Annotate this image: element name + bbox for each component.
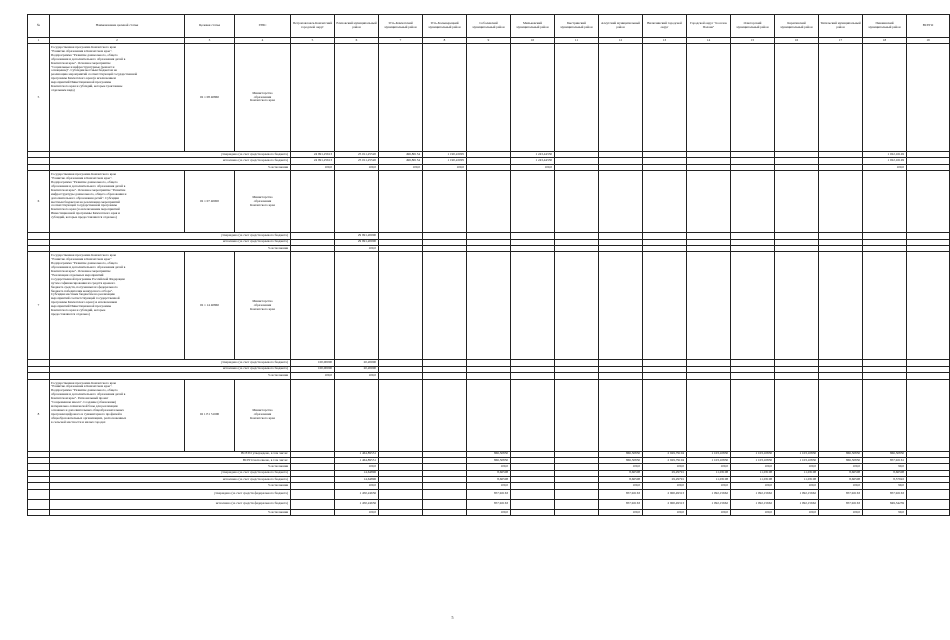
value-cell: 100,0: [335, 164, 379, 170]
value-cell: 1 022,16149: [863, 158, 907, 164]
value-cell: 1 092,15662: [687, 489, 731, 499]
value-cell: 100,0: [511, 164, 555, 170]
value-cell: 1 190,22095: [423, 158, 467, 164]
empty-cell: [599, 379, 643, 451]
column-header: Пенжинский муниципальный район: [863, 15, 907, 38]
grbs-name: Министерство образования Камчатского края: [235, 379, 291, 451]
value-cell: 1 103,10830: [731, 457, 775, 463]
empty-cell: [775, 171, 819, 233]
program-name: Государственная программа Камчатского края "Развитие образования в Камчатском крае". Подпрограмма "Развитие дошкольного, общего образования и дополнительного образования детей в Камчатском крае". Основное мероприятие "Социальные и инфраструктурные (ремонт и оснащение)". Субсидии местным бюджетам на реализацию мероприятий соответствующей государственной программы Камчатского края (в исключением мероприятий Инвестиционной программы Камчатского края и субсидий, которые трактованы отдельным вида): [50, 44, 185, 152]
value-cell: 100,0: [643, 509, 687, 515]
value-cell: 100,0: [863, 164, 907, 170]
value-cell: [511, 509, 555, 515]
empty-cell: [423, 44, 467, 152]
value-cell: [511, 489, 555, 499]
value-row: [28, 489, 950, 499]
empty-cell: [423, 171, 467, 233]
value-cell: 29,29791: [643, 470, 687, 476]
value-cell: 25 011,25520: [335, 158, 379, 164]
value-cell: 2 900,49313: [643, 489, 687, 499]
value-cell: 100,0: [775, 509, 819, 515]
table-header-row: [28, 15, 950, 38]
indicator-label: утверждено (за счет средств краевого бюджета): [50, 470, 291, 476]
empty-cell: [907, 171, 950, 233]
value-cell: 100,0: [335, 483, 379, 489]
empty-cell: [731, 44, 775, 152]
row-number: 6: [28, 171, 50, 233]
value-cell: 1 092,15662: [687, 499, 731, 509]
value-cell: 100,0: [423, 164, 467, 170]
value-row: [28, 509, 950, 515]
column-header: Петропавловск-Камчатский городской округ: [291, 15, 335, 38]
value-cell: [291, 509, 335, 515]
column-header: Усть-Камчатский муниципальный район: [379, 15, 423, 38]
value-cell: 100,0: [467, 509, 511, 515]
column-number: 11: [555, 38, 599, 44]
value-cell: 100,0: [335, 509, 379, 515]
value-cell: 100,0: [291, 373, 335, 379]
empty-cell: [819, 44, 863, 152]
empty-cell: [863, 379, 907, 451]
value-cell: 866,50850: [467, 451, 511, 457]
empty-cell: [643, 379, 687, 451]
value-cell: 100,00000: [291, 366, 335, 372]
value-cell: [379, 499, 423, 509]
empty-cell: [687, 379, 731, 451]
empty-cell: [643, 171, 687, 233]
column-header: Вилючинский городской округ: [643, 15, 687, 38]
value-cell: 100,0: [335, 464, 379, 470]
value-cell: 29,29791: [643, 477, 687, 483]
value-cell: 1 022,16149: [863, 152, 907, 158]
value-cell: 8,57922: [863, 477, 907, 483]
empty-cell: [599, 252, 643, 360]
value-cell: 99,0: [863, 464, 907, 470]
value-cell: 1 092,15662: [775, 489, 819, 499]
column-number: 1: [28, 38, 50, 44]
indicator-label: утверждено (за счет средств краевого бюджета): [50, 360, 291, 366]
value-cell: 2 900,49313: [643, 499, 687, 509]
value-cell: [555, 489, 599, 499]
value-cell: 100,0: [599, 464, 643, 470]
column-number: 19: [907, 38, 950, 44]
empty-cell: [379, 44, 423, 152]
value-cell: 100,0: [731, 509, 775, 515]
value-cell: 1 103,10830: [731, 451, 775, 457]
column-header: Мильковский муниципальный район: [511, 15, 555, 38]
column-header: Быстринский муниципальный район: [555, 15, 599, 38]
value-cell: 100,0: [643, 483, 687, 489]
empty-cell: [28, 489, 50, 499]
value-cell: 100,0: [731, 483, 775, 489]
indicator-label: утверждено (за счет средств краевого бюджета): [50, 233, 291, 239]
column-header: Олюторский муниципальный район: [731, 15, 775, 38]
empty-cell: [731, 171, 775, 233]
value-cell: 496,80154: [379, 152, 423, 158]
empty-cell: [291, 379, 335, 451]
report-sheet: [27, 14, 934, 516]
program-row: [28, 252, 950, 360]
indicator-label: % исполнения: [50, 483, 291, 489]
indicator-label: исполнено (за счет средств федерального бюджета): [50, 499, 291, 509]
value-cell: 99,0: [863, 509, 907, 515]
grbs-name: Министерство образования Камчатского края: [235, 44, 291, 152]
column-header: Целевая статья: [185, 15, 235, 38]
empty-cell: [863, 252, 907, 360]
value-cell: 1 243,44330: [511, 152, 555, 158]
value-cell: 866,50850: [599, 451, 643, 457]
empty-cell: [643, 252, 687, 360]
value-cell: [907, 509, 950, 515]
value-cell: 25 011,25520: [335, 152, 379, 158]
value-cell: 1 450,24656: [335, 489, 379, 499]
value-cell: 1 103,10830: [687, 451, 731, 457]
value-cell: [423, 489, 467, 499]
empty-cell: [467, 44, 511, 152]
empty-cell: [335, 171, 379, 233]
empty-cell: [467, 252, 511, 360]
value-cell: 100,0: [379, 164, 423, 170]
column-number: 6: [335, 38, 379, 44]
value-cell: 857,92163: [599, 499, 643, 509]
value-cell: 11,03108: [687, 470, 731, 476]
value-cell: 11,03108: [775, 470, 819, 476]
empty-cell: [775, 44, 819, 152]
value-cell: 496,80154: [379, 158, 423, 164]
column-header: Алеутский муниципальный район: [599, 15, 643, 38]
value-cell: 11,03108: [775, 477, 819, 483]
empty-cell: [511, 252, 555, 360]
column-number: 3: [185, 38, 235, 44]
value-cell: 1 464,89551: [335, 457, 379, 463]
value-cell: 857,92163: [467, 499, 511, 509]
indicator-label: утверждено (за счет средств краевого бюджета): [50, 152, 291, 158]
value-cell: 1 450,24656: [335, 499, 379, 509]
value-cell: 100,00000: [291, 360, 335, 366]
value-cell: 866,50850: [819, 457, 863, 463]
row-number: 5: [28, 44, 50, 152]
value-cell: 8,66508: [863, 470, 907, 476]
value-cell: 100,0: [335, 245, 379, 251]
empty-cell: [599, 171, 643, 233]
empty-cell: [643, 44, 687, 152]
empty-cell: [687, 171, 731, 233]
value-cell: 100,0: [687, 509, 731, 515]
value-cell: 857,92163: [863, 489, 907, 499]
indicator-label: ВСЕГО утверждено, в том числе:: [50, 451, 291, 457]
value-cell: 100,0: [819, 464, 863, 470]
target-code: 02 1 Е1 51690: [185, 379, 235, 451]
value-cell: 849,34239: [863, 499, 907, 509]
value-cell: 1 464,89551: [335, 451, 379, 457]
value-cell: 8,66508: [819, 477, 863, 483]
indicator-label: % исполнения: [50, 373, 291, 379]
value-cell: 100,0: [687, 464, 731, 470]
empty-cell: [775, 252, 819, 360]
empty-cell: [555, 44, 599, 152]
empty-cell: [511, 171, 555, 233]
program-row: [28, 379, 950, 451]
value-cell: 1 092,15662: [775, 499, 819, 509]
value-cell: 1 190,22095: [423, 152, 467, 158]
value-cell: 100,0: [335, 373, 379, 379]
value-cell: 100,0: [643, 464, 687, 470]
table-body: [28, 44, 950, 516]
column-header: Соболевский муниципальный район: [467, 15, 511, 38]
value-cell: 99,0: [863, 483, 907, 489]
program-row: [28, 171, 950, 233]
value-cell: 100,0: [467, 483, 511, 489]
value-cell: 857,92163: [819, 499, 863, 509]
value-cell: [907, 489, 950, 499]
value-cell: 8,66508: [599, 470, 643, 476]
empty-cell: [335, 252, 379, 360]
value-cell: 29 991,20000: [335, 239, 379, 245]
column-number: 18: [863, 38, 907, 44]
value-cell: 100,0: [599, 509, 643, 515]
value-cell: [291, 499, 335, 509]
indicator-label: исполнено (за счет средств краевого бюджета): [50, 158, 291, 164]
column-number: 16: [775, 38, 819, 44]
value-cell: 857,92163: [819, 489, 863, 499]
empty-cell: [731, 379, 775, 451]
empty-cell: [291, 252, 335, 360]
column-number: 15: [731, 38, 775, 44]
empty-cell: [863, 171, 907, 233]
empty-cell: [379, 171, 423, 233]
value-cell: 866,50850: [467, 457, 511, 463]
indicator-label: исполнено (за счет средств краевого бюджета): [50, 477, 291, 483]
value-cell: 866,50850: [819, 451, 863, 457]
empty-cell: [819, 379, 863, 451]
empty-cell: [863, 44, 907, 152]
program-name: Государственная программа Камчатского края "Развитие образования в Камчатском крае". Подпрограмма "Развитие дошкольного, общего образования и дополнительного образования детей в Камчатском крае". Региональный проект "Современная школа". Создание (обновление) материально-технической базы для реализации основных и дополнительных общеобразовательных программ цифрового и гуманитарного профилей в общеобразовательных организациях, расположенных в сельской местности и малых городах: [50, 379, 185, 451]
column-number: 7: [379, 38, 423, 44]
empty-cell: [555, 379, 599, 451]
empty-cell: [555, 252, 599, 360]
value-row: [28, 499, 950, 509]
column-number: 13: [643, 38, 687, 44]
target-code: 02 1 07 40000: [185, 171, 235, 233]
value-cell: 24 991,25613: [291, 158, 335, 164]
column-header: Карагинский муниципальный район: [775, 15, 819, 38]
empty-cell: [819, 252, 863, 360]
column-number: 2: [50, 38, 185, 44]
value-cell: 2 929,79104: [643, 451, 687, 457]
value-cell: 8,66508: [819, 470, 863, 476]
indicator-label: утверждено (за счет средств федерального бюджета): [50, 489, 291, 499]
empty-cell: [291, 44, 335, 152]
row-number: 8: [28, 379, 50, 451]
program-row: [28, 44, 950, 152]
value-cell: 1 103,10830: [775, 457, 819, 463]
empty-cell: [687, 252, 731, 360]
value-cell: 100,0: [819, 509, 863, 515]
indicator-label: исполнено (за счет средств краевого бюджета): [50, 239, 291, 245]
value-cell: 857,92163: [599, 489, 643, 499]
value-cell: 8,66508: [599, 477, 643, 483]
column-header: ВСЕГО: [907, 15, 950, 38]
empty-cell: [731, 252, 775, 360]
column-header: Тигильский муниципальный район: [819, 15, 863, 38]
value-cell: 14,64896: [335, 477, 379, 483]
column-header: Усть-Большерецкий муниципальный район: [423, 15, 467, 38]
empty-cell: [907, 44, 950, 152]
empty-cell: [467, 379, 511, 451]
value-cell: 1 103,10830: [775, 451, 819, 457]
value-cell: 1 243,44330: [511, 158, 555, 164]
value-cell: 20,20000: [335, 360, 379, 366]
value-cell: [291, 489, 335, 499]
program-name: Государственная программа Камчатского края "Развитие образования в Камчатском крае" Подпрограмма "Развитие дошкольного, общего образования и дополнительного образования детей в Камчатском крае". Основное мероприятие "Реализация отдельных мероприятий государственной программы Российской Федерации путем софинансирования из средств краевого бюджета средств, полученных из федерального бюджета победителям конкурсного отбора". Субсидии местным бюджетам на реализацию мероприятий соответствующей государственной программы Камчатского края (за исключением мероприятий Инвестиционной программы Камчатского края и субсидий, которые предоставляются отдельно): [50, 252, 185, 360]
value-cell: 1 103,10830: [687, 457, 731, 463]
column-header: №: [28, 15, 50, 38]
value-cell: 1 092,15662: [731, 499, 775, 509]
value-cell: 11,03108: [731, 470, 775, 476]
grbs-name: Министерство образования Камчатского края: [235, 252, 291, 360]
value-cell: 100,0: [819, 483, 863, 489]
value-cell: 8,66508: [467, 477, 511, 483]
value-cell: [555, 509, 599, 515]
indicator-label: % исполнения: [50, 464, 291, 470]
empty-cell: [907, 252, 950, 360]
indicator-label: % исполнения: [50, 509, 291, 515]
empty-cell: [28, 509, 50, 515]
indicator-label: ВСЕГО исполнено, в том числе:: [50, 457, 291, 463]
value-cell: [423, 509, 467, 515]
column-number: 5: [291, 38, 335, 44]
value-cell: 100,0: [467, 464, 511, 470]
value-cell: [555, 499, 599, 509]
value-cell: [511, 499, 555, 509]
value-cell: 100,0: [731, 464, 775, 470]
column-number: 10: [511, 38, 555, 44]
program-name: Государственная программа Камчатского края "Развитие образования в Камчатском крае". Подпрограмма "Развитие дошкольного, общего образования и дополнительного образования детей в Камчатском крае". Основное мероприятие "Развитие инфраструктуры дошкольного, общего образования и дополнительного образования детей". Субсидии местным бюджетам на реализацию мероприятий соответствующей государственной программы Камчатского края (за исключением мероприятий Инвестиционной программы Камчатского края и субсидий, которые предоставляются отдельно): [50, 171, 185, 233]
empty-cell: [555, 171, 599, 233]
value-cell: [379, 509, 423, 515]
empty-cell: [379, 252, 423, 360]
value-cell: [907, 499, 950, 509]
empty-cell: [819, 171, 863, 233]
empty-cell: [379, 379, 423, 451]
indicator-label: % исполнения: [50, 245, 291, 251]
empty-cell: [687, 44, 731, 152]
value-cell: 100,0: [599, 483, 643, 489]
value-cell: 29 991,20000: [335, 233, 379, 239]
empty-cell: [511, 44, 555, 152]
grbs-name: Министерство образования Камчатского края: [235, 171, 291, 233]
empty-cell: [423, 252, 467, 360]
column-header: Городской округ "поселок Палана": [687, 15, 731, 38]
value-cell: [379, 489, 423, 499]
indicator-label: % исполнения: [50, 164, 291, 170]
indicator-label: исполнено (за счет средств краевого бюджета): [50, 366, 291, 372]
column-header: Наименование целевой статьи: [50, 15, 185, 38]
empty-cell: [335, 44, 379, 152]
value-cell: 100,0: [775, 483, 819, 489]
column-number: 4: [235, 38, 291, 44]
empty-cell: [291, 171, 335, 233]
empty-cell: [467, 171, 511, 233]
empty-cell: [775, 379, 819, 451]
empty-cell: [423, 379, 467, 451]
empty-cell: [907, 379, 950, 451]
empty-cell: [335, 379, 379, 451]
column-header: Елизовский муниципальный район: [335, 15, 379, 38]
value-cell: 14,64896: [335, 470, 379, 476]
row-number: 7: [28, 252, 50, 360]
value-cell: [423, 499, 467, 509]
value-cell: 857,92163: [467, 489, 511, 499]
column-number: 14: [687, 38, 731, 44]
value-cell: 857,92161: [863, 457, 907, 463]
value-cell: 11,03108: [731, 477, 775, 483]
column-header: ГРБС: [235, 15, 291, 38]
value-cell: 100,0: [775, 464, 819, 470]
target-code: 02 1 14 40860: [185, 252, 235, 360]
column-number: 9: [467, 38, 511, 44]
target-code: 02 1 08 40860: [185, 44, 235, 152]
empty-cell: [599, 44, 643, 152]
value-cell: 866,50850: [863, 451, 907, 457]
subsidy-table: [27, 14, 950, 516]
value-cell: 11,03108: [687, 477, 731, 483]
value-cell: 1 092,15662: [731, 489, 775, 499]
value-cell: 24 991,25613: [291, 152, 335, 158]
value-cell: 8,66508: [467, 470, 511, 476]
empty-cell: [511, 379, 555, 451]
column-number: 8: [423, 38, 467, 44]
value-cell: 100,0: [687, 483, 731, 489]
value-cell: 100,0: [291, 164, 335, 170]
value-cell: 20,20000: [335, 366, 379, 372]
value-cell: 2 929,79104: [643, 457, 687, 463]
value-cell: 866,50850: [599, 457, 643, 463]
column-number: 17: [819, 38, 863, 44]
column-number: 12: [599, 38, 643, 44]
page-number: 5: [451, 615, 454, 620]
empty-cell: [28, 499, 50, 509]
